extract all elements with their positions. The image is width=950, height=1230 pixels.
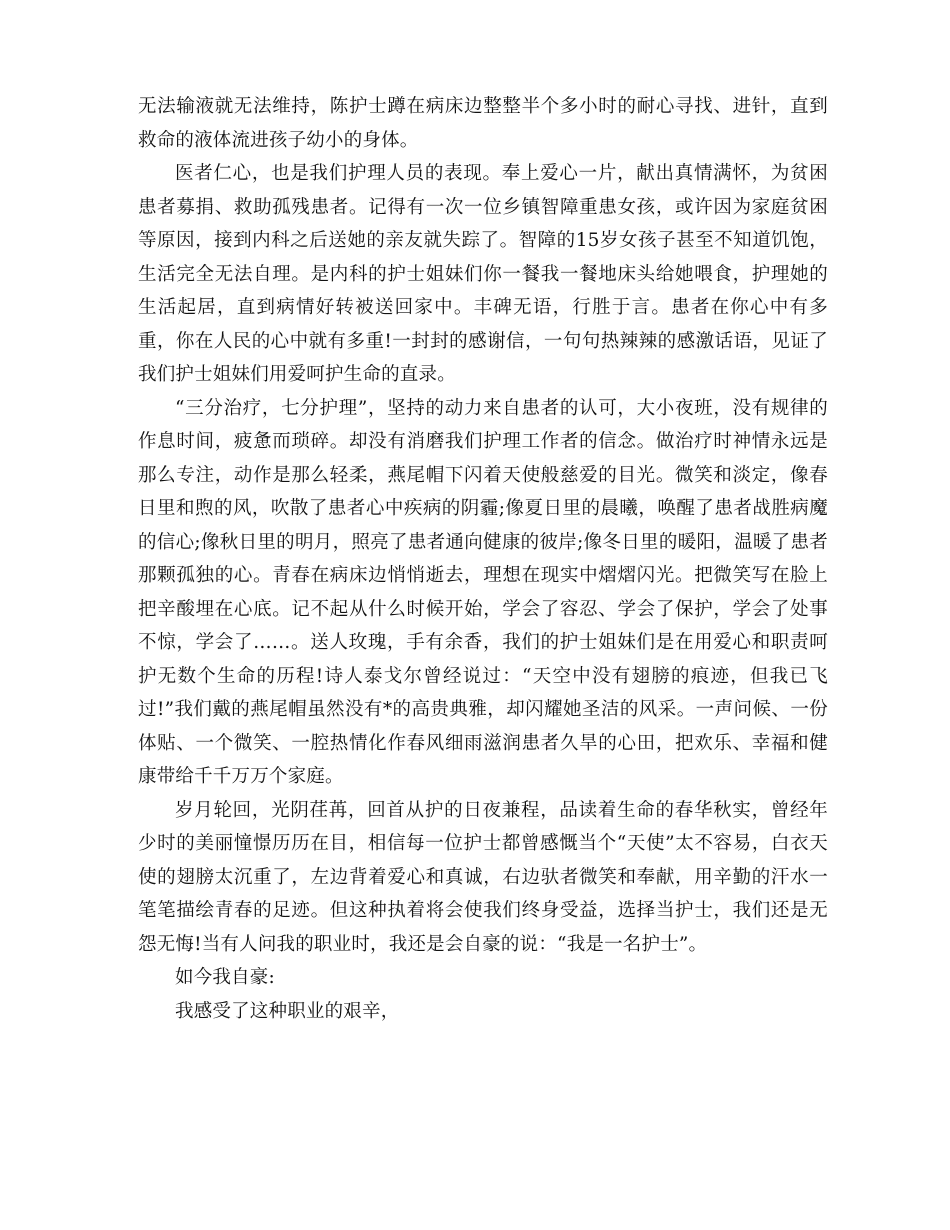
paragraph-6: 我感受了这种职业的艰辛， xyxy=(175,1000,400,1022)
paragraph-5: 如今我自豪: xyxy=(175,967,275,988)
paragraph-4: 岁月轮回，光阴荏苒，回首从护的日夜兼程，品读着生命的春华秋实，曾经年少时的美丽憧憬历历在目，相信每一位护士都曾感慨当个“天使”太不容易，白衣天使的翅膀太沉重了，左边背着爱心和真诚，右边驮者微笑和奉献，用辛勤的汗水一笔笔描绘青春的足迹。但这种执着将会使我们终身受益，选择当护士，我们还是无怨无悔!当有人问我的职业时，我还是会自豪的说：“我是一名护士”。 xyxy=(138,799,828,955)
paragraph-3: “三分治疗，七分护理”，坚持的动力来自患者的认可，大小夜班，没有规律的作息时间，疲惫而琐碎。却没有消磨我们护理工作者的信念。做治疗时神情永远是那么专注，动作是那么轻柔，燕尾帽下闪着天使般慈爱的目光。微笑和淡定，像春日里和煦的风，吹散了患者心中疾病的阴霾;像夏日里的晨曦，唤醒了患者战胜病魔的信心;像秋日里的明月，照亮了患者通向健康的彼岸;像冬日里的暖阳，温暖了患者那颗孤独的心。青春在病床边悄悄逝去，理想在现实中熠熠闪光。把微笑写在脸上把辛酸埋在心底。记不起从什么时候开始，学会了容忍、学会了保护，学会了处事不惊，学会了……。送人玫瑰，手有余香，我们的护士姐妹们是在用爱心和职责呵护无数个生命的历程!诗人泰戈尔曾经说过：“天空中没有翅膀的痕迹，但我已飞过!”我们戴的燕尾帽虽然没有*的高贵典雅，却闪耀她圣洁的风采。一声问候、一份体贴、一个微笑、一腔热情化作春风细雨滋润患者久旱的心田，把欢乐、幸福和健康带给千千万万个家庭。 xyxy=(138,397,828,787)
document-body xyxy=(138,90,828,1028)
paragraph-1: 无法输液就无法维持，陈护士蹲在病床边整整半个多小时的耐心寻找、进针，直到救命的液体流进孩子幼小的身体。 xyxy=(138,96,828,151)
paragraph-2: 医者仁心，也是我们护理人员的表现。奉上爱心一片，献出真情满怀，为贫困患者募捐、救助孤残患者。记得有一次一位乡镇智障重患女孩，或许因为家庭贫困等原因，接到内科之后送她的亲友就失踪了。智障的15岁女孩子甚至不知道饥饱，生活完全无法自理。是内科的护士姐妹们你一餐我一餐地床头给她喂食，护理她的生活起居，直到病情好转被送回家中。丰碑无语，行胜于言。患者在你心中有多重，你在人民的心中就有多重!一封封的感谢信，一句句热辣辣的感激话语，见证了我们护士姐妹们用爱呵护生命的直录。 xyxy=(138,163,828,385)
